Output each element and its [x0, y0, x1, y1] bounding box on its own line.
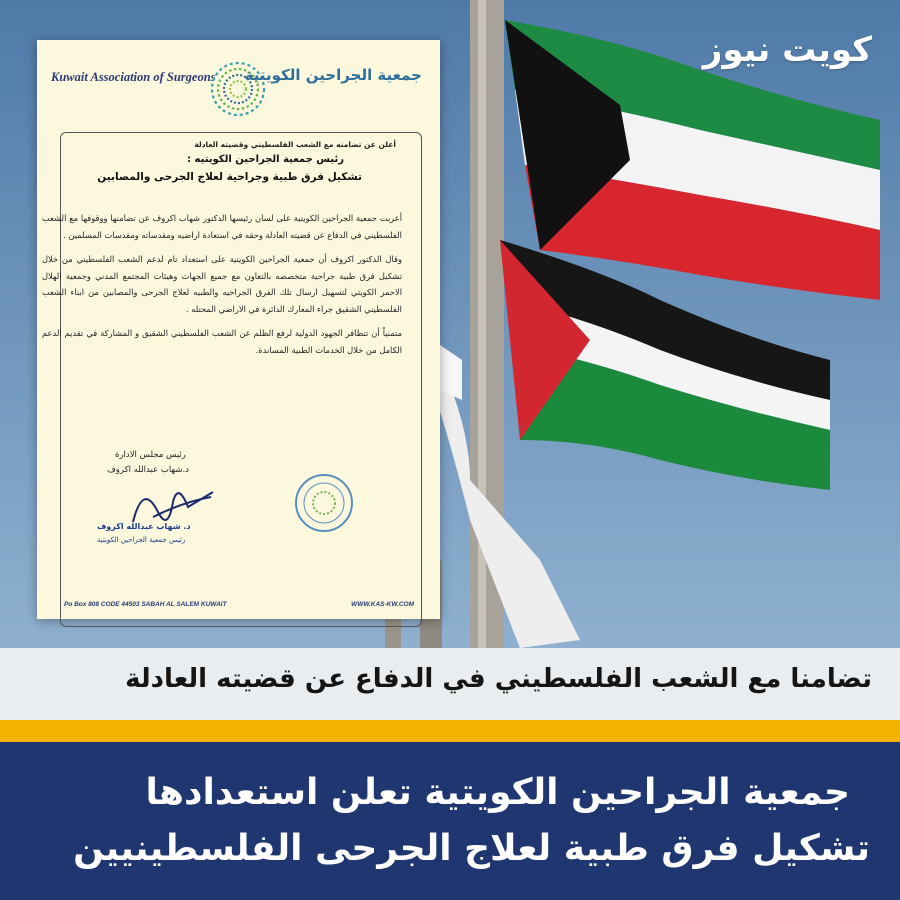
subtitle-text: تضامنا مع الشعب الفلسطيني في الدفاع عن قضيته العادلة: [125, 664, 872, 694]
letter-body: [42, 210, 402, 366]
letter-footer-address: Po Box 808 CODE 44503 SABAH AL SALEM KUWAIT: [64, 601, 227, 608]
headline-bar: [0, 742, 900, 900]
letter-footer-website: WWW.KAS-KW.COM: [351, 601, 414, 608]
stamp-role: رئيس جمعية الجراحين الكويتية: [97, 536, 186, 544]
letter-paragraph: متمنياً أن تتظافر الجهود الدولية لرفع الظلم عن الشعب الفلسطيني الشقيق و المشاركة في تقديم الدعم الكامل من خلال الخدمات الطبية المساندة.: [42, 328, 402, 355]
seal-icon: [293, 472, 355, 534]
stamp-name: د. شهاب عبدالله اكروف: [97, 522, 191, 531]
org-name-ar: جمعية الجراحين الكويتية: [244, 66, 422, 84]
signer-role: رئيس مجلس الادارة: [115, 450, 186, 460]
headline-line1: جمعية الجراحين الكويتية تعلن استعدادها: [145, 772, 850, 813]
letter-title-line1: رئيس جمعية الجراحين الكويتيه :: [187, 154, 344, 165]
brand-logo: كويت نيوز: [702, 30, 872, 70]
signer-name: د.شهاب عبدالله اكروف: [107, 465, 189, 475]
letter-declared: أعلن عن تضامنه مع الشعب الفلسطيني وقضيته العادلة: [194, 140, 396, 149]
letter-paragraph: وقال الدكتور اكروف أن جمعية الجراحين الكويتية على استعداد تام لدعم الشعب الفلسطيني من خلال تشكيل فرق طبية جراحية متخصصه بالتعاون مع جميع الجهات وهيئات المجتمع المدني وجمعية الهلال الاحمر الكويتي لتسهيل ارسال تلك الفرق الجراحيه والطبيه لعلاج الجرحى والمصابين من ابناء الشعب الفلسطيني الشقيق جراء المعارك الدائرة في الاراضي المحتله .: [42, 254, 402, 314]
accent-divider: [0, 720, 900, 742]
letter-title-line2: تشكيل فرق طبية وجراحية لعلاج الجرحى والمصابين: [97, 171, 362, 183]
org-name-en: Kuwait Association of Surgeons: [51, 70, 216, 84]
letter-paragraph: أعربت جمعية الجراحين الكويتية على لسان رئيسها الدكتور شهاب اكروف عن تضامنها ووقوفها مع الشعب الفلسطيني في الدفاع عن قضيته العادلة وحقه في استعادة اراضيه ومقدساته ومقدسات المسلمين .: [42, 213, 402, 240]
letter-frame: [60, 132, 422, 627]
signature-icon: [113, 472, 223, 542]
letterhead: [37, 40, 440, 132]
headline-line2: تشكيل فرق طبية لعلاج الجرحى الفلسطينيين: [73, 828, 870, 869]
letter-document: [37, 40, 440, 619]
